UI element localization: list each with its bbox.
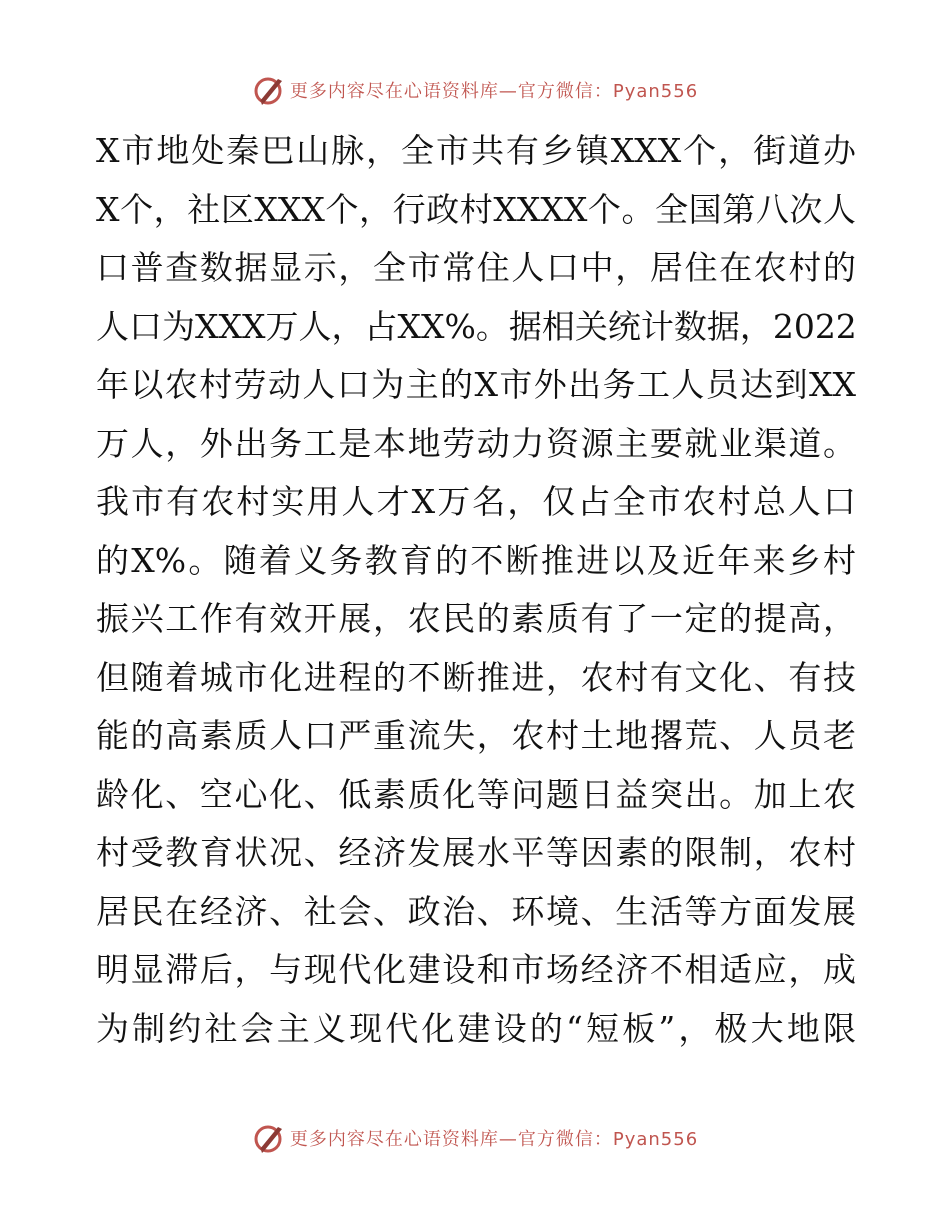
body-line: 我市有农村实用人才X万名，仅占全市农村总人口 — [96, 482, 856, 521]
body-line: 能的高素质人口严重流失，农村土地撂荒、人员老 — [96, 716, 856, 755]
quill-circle-logo-icon — [252, 1121, 286, 1155]
document-body — [96, 122, 856, 1058]
header-watermark-text: 更多内容尽在心语资料库—官方微信：Pyan556 — [289, 81, 699, 102]
body-line: 万人，外出务工是本地劳动力资源主要就业渠道。 — [96, 423, 856, 463]
footer-watermark-text: 更多内容尽在心语资料库—官方微信：Pyan556 — [289, 1129, 699, 1150]
footer-watermark-banner — [0, 1118, 950, 1158]
body-line: 为制约社会主义现代化建设的“短板”，极大地限 — [96, 1008, 856, 1048]
body-line: 的X%。随着义务教育的不断推进以及近年来乡村 — [96, 540, 856, 580]
body-line: 人口为XXX万人，占XX%。据相关统计数据，2022 — [96, 306, 857, 346]
body-line: 但随着城市化进程的不断推进，农村有文化、有技 — [96, 657, 856, 697]
body-line: 年以农村劳动人口为主的X市外出务工人员达到XX — [96, 365, 856, 404]
quill-circle-logo-icon — [252, 73, 286, 107]
body-line: 明显滞后，与现代化建设和市场经济不相适应，成 — [96, 950, 856, 989]
body-line: 龄化、空心化、低素质化等问题日益突出。加上农 — [96, 774, 856, 814]
body-line: 口普查数据显示，全市常住人口中，居住在农村的 — [96, 248, 856, 287]
body-line: 村受教育状况、经济发展水平等因素的限制，农村 — [96, 833, 856, 872]
body-line: 居民在经济、社会、政治、环境、生活等方面发展 — [96, 891, 856, 931]
body-line: X个，社区XXX个，行政村XXXX个。全国第八次人 — [96, 189, 856, 229]
body-line: 振兴工作有效开展，农民的素质有了一定的提高， — [96, 599, 856, 638]
header-watermark-banner — [0, 70, 950, 110]
body-line: X市地处秦巴山脉，全市共有乡镇XXX个，街道办 — [96, 131, 856, 170]
